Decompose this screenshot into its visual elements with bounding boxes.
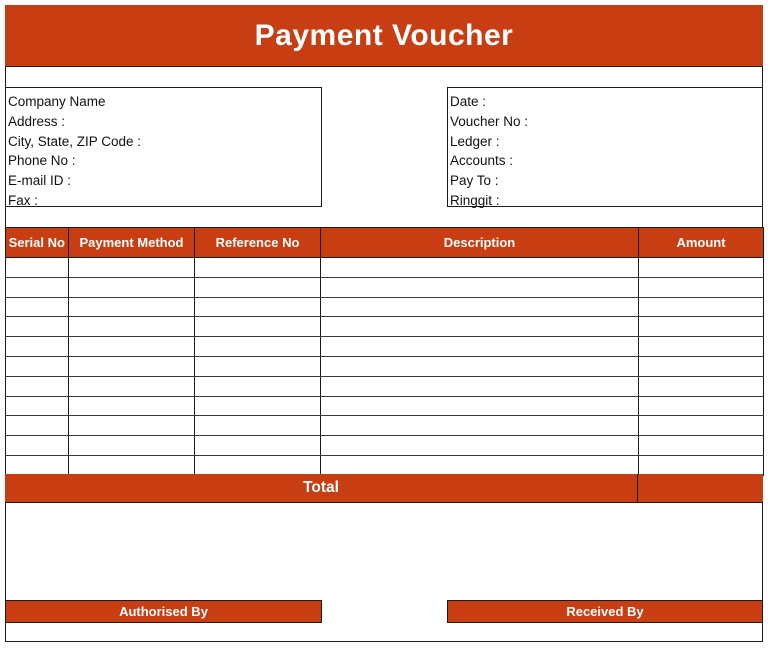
table-cell[interactable] — [195, 297, 321, 317]
table-cell[interactable] — [321, 396, 639, 416]
table-row — [6, 317, 764, 337]
reference-number-header: Reference No — [195, 228, 321, 258]
table-cell[interactable] — [321, 455, 639, 475]
table-cell[interactable] — [6, 376, 69, 396]
table-cell[interactable] — [69, 416, 195, 436]
company-name-label: Company Name — [8, 94, 106, 109]
table-row — [6, 376, 764, 396]
pay-to-label: Pay To : — [450, 173, 499, 189]
table-cell[interactable] — [321, 297, 639, 317]
table-cell[interactable] — [639, 277, 764, 297]
table-cell[interactable] — [195, 376, 321, 396]
table-cell[interactable] — [639, 436, 764, 456]
voucher-info-box — [447, 87, 763, 207]
table-cell[interactable] — [6, 297, 69, 317]
voucher-number-label: Voucher No : — [450, 113, 529, 129]
table-cell[interactable] — [6, 258, 69, 278]
table-cell[interactable] — [321, 277, 639, 297]
table-cell[interactable] — [69, 376, 195, 396]
table-cell[interactable] — [69, 277, 195, 297]
payment-method-header: Payment Method — [69, 228, 195, 258]
table-cell[interactable] — [6, 455, 69, 475]
table-cell[interactable] — [639, 297, 764, 317]
table-cell[interactable] — [6, 396, 69, 416]
table-cell[interactable] — [6, 277, 69, 297]
table-cell[interactable] — [69, 396, 195, 416]
total-label: Total — [5, 474, 638, 502]
table-cell[interactable] — [321, 317, 639, 337]
address-label: Address : — [8, 113, 66, 129]
accounts-label: Accounts : — [450, 153, 514, 169]
table-cell[interactable] — [195, 337, 321, 357]
table-cell[interactable] — [69, 356, 195, 376]
table-cell[interactable] — [195, 455, 321, 475]
table-cell[interactable] — [639, 376, 764, 396]
table-cell[interactable] — [69, 317, 195, 337]
table-row — [6, 337, 764, 357]
table-row — [6, 356, 764, 376]
total-value-cell[interactable] — [638, 474, 763, 502]
description-header: Description — [321, 228, 639, 258]
table-cell[interactable] — [195, 436, 321, 456]
table-cell[interactable] — [69, 258, 195, 278]
table-cell[interactable] — [6, 436, 69, 456]
table-cell[interactable] — [6, 317, 69, 337]
table-row — [6, 455, 764, 475]
table-cell[interactable] — [6, 337, 69, 357]
table-cell[interactable] — [6, 356, 69, 376]
table-cell[interactable] — [639, 258, 764, 278]
table-cell[interactable] — [195, 317, 321, 337]
authorised-by-bar: Authorised By — [5, 600, 322, 623]
table-cell[interactable] — [69, 455, 195, 475]
voucher-title: Payment Voucher — [5, 5, 763, 67]
serial-number-header: Serial No — [6, 228, 69, 258]
table-cell[interactable] — [321, 436, 639, 456]
table-cell[interactable] — [195, 396, 321, 416]
table-cell[interactable] — [69, 297, 195, 317]
table-cell[interactable] — [69, 436, 195, 456]
table-cell[interactable] — [6, 416, 69, 436]
table-cell[interactable] — [639, 356, 764, 376]
table-cell[interactable] — [639, 396, 764, 416]
bottom-border — [5, 641, 763, 642]
phone-label: Phone No : — [8, 153, 76, 169]
table-cell[interactable] — [321, 416, 639, 436]
table-row — [6, 436, 764, 456]
received-by-bar: Received By — [447, 600, 763, 623]
total-row — [5, 474, 763, 503]
table-cell[interactable] — [639, 416, 764, 436]
table-header-row — [6, 228, 764, 258]
ringgit-label: Ringgit : — [450, 192, 500, 208]
table-row — [6, 416, 764, 436]
date-label: Date : — [450, 94, 487, 109]
table-row — [6, 277, 764, 297]
table-cell[interactable] — [639, 455, 764, 475]
table-row — [6, 297, 764, 317]
table-cell[interactable] — [69, 337, 195, 357]
table-cell[interactable] — [321, 376, 639, 396]
amount-header: Amount — [639, 228, 764, 258]
email-label: E-mail ID : — [8, 173, 72, 189]
table-cell[interactable] — [321, 356, 639, 376]
table-cell[interactable] — [639, 337, 764, 357]
city-state-zip-label: City, State, ZIP Code : — [8, 133, 142, 149]
company-info-box — [5, 87, 322, 207]
table-cell[interactable] — [321, 258, 639, 278]
fax-label: Fax : — [8, 192, 39, 208]
table-cell[interactable] — [195, 416, 321, 436]
table-cell[interactable] — [195, 258, 321, 278]
table-row — [6, 258, 764, 278]
ledger-label: Ledger : — [450, 133, 500, 149]
table-cell[interactable] — [195, 277, 321, 297]
payment-items-table — [5, 227, 764, 476]
table-cell[interactable] — [195, 356, 321, 376]
table-cell[interactable] — [639, 317, 764, 337]
table-cell[interactable] — [321, 337, 639, 357]
table-row — [6, 396, 764, 416]
